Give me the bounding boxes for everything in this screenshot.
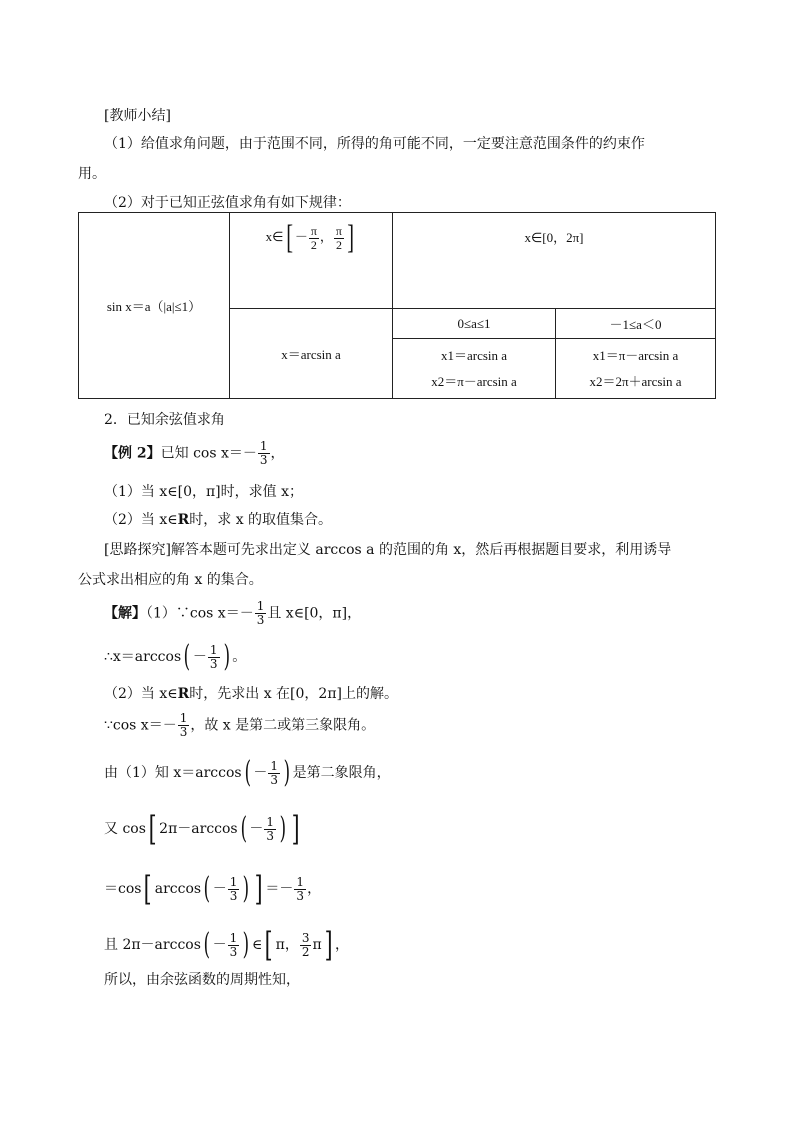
right-paren: ) — [242, 927, 250, 962]
frac-den: 3 — [266, 828, 274, 843]
minus: － — [253, 765, 268, 781]
minus: － — [249, 821, 264, 837]
frac-den: 3 — [270, 772, 278, 787]
frac-num: 1 — [229, 930, 238, 945]
summary-heading: [教师小结] — [104, 108, 171, 124]
left-paren: ( — [203, 927, 210, 962]
case-b-solutions — [556, 339, 716, 399]
frac-den: 3 — [229, 944, 238, 959]
example-tag: 【例 2】 — [104, 445, 161, 462]
right-paren: ) — [279, 811, 287, 846]
think-line1: [思路探究]解答本题可先求出定义 arccos a 的范围的角 x，然后再根据题目要求，利用诱导 — [104, 542, 672, 558]
case-a-cell — [393, 309, 556, 339]
frac-num: 1 — [296, 874, 305, 889]
sol2e-tail: ， — [307, 881, 322, 897]
q2-pre: （2）当 x∈ — [104, 512, 178, 528]
question-1: （1）当 x∈[0，π]时，求值 x； — [104, 484, 303, 500]
example-tail: ， — [270, 445, 285, 462]
frac-num: π — [310, 223, 317, 238]
case-b-x1: x1＝π－arcsin a — [592, 347, 679, 363]
frac-num: 1 — [256, 599, 265, 613]
frac-num: 1 — [209, 642, 218, 657]
pi: π， — [275, 937, 299, 953]
pi: π — [312, 937, 322, 953]
case-a-solutions — [393, 339, 556, 399]
q2-post: 时，求 x 的取值集合。 — [189, 512, 333, 528]
interval2: x∈[0，2π] — [524, 230, 584, 245]
summary-p1-line2: 用。 — [78, 166, 106, 182]
frac-den: 2 — [335, 237, 342, 252]
example-line — [104, 440, 285, 467]
summary-p1-line1: （1）给值求角问题，由于范围不同，所得的角可能不同，一定要注意范围条件的约束作 — [104, 136, 645, 152]
frac-den: 3 — [256, 613, 265, 627]
frac-num: 1 — [270, 758, 278, 773]
frac-den: 3 — [209, 656, 218, 671]
solution1: x＝arcsin a — [281, 347, 341, 362]
right-bracket: ] — [254, 869, 263, 909]
sol2d-mid: 2π－arccos — [159, 821, 238, 837]
left-paren: ( — [183, 639, 191, 674]
sol2d-pre: 又 cos — [104, 821, 146, 837]
solution-2c — [104, 755, 391, 790]
frac-num: π — [335, 223, 342, 238]
case-a: 0≤a≤1 — [457, 315, 491, 331]
frac-den: 3 — [259, 453, 268, 467]
frac-den: 2 — [301, 944, 310, 959]
summary-p2: （2）对于已知正弦值求角有如下规律： — [104, 195, 351, 211]
row-label: sin x＝a（|a|≤1） — [106, 299, 202, 314]
right-paren: ) — [223, 639, 230, 674]
sol2e-pre: ＝cos — [104, 881, 142, 897]
left-paren: ( — [244, 755, 251, 790]
sol2f-pre: 且 2π－arccos — [104, 937, 201, 953]
row-label-cell — [79, 213, 230, 399]
section2-title: 2．已知余弦值求角 — [104, 412, 225, 428]
left-bracket: [ — [265, 925, 273, 965]
question-2 — [104, 510, 332, 530]
interval1-cell — [230, 213, 393, 309]
minus: － — [212, 881, 227, 897]
sol1b-pre: ∴x＝arccos — [104, 649, 182, 665]
frac-den: 3 — [229, 888, 238, 903]
frac-den: 3 — [179, 725, 188, 739]
solution1-cell — [230, 309, 393, 399]
frac-num: 1 — [259, 439, 268, 453]
solution-tag: 【解】 — [104, 605, 146, 622]
minus: － — [192, 649, 207, 665]
solution-2d — [104, 809, 302, 849]
left-paren: ( — [240, 811, 247, 846]
left-bracket: [ — [144, 869, 153, 909]
frac-num: 1 — [179, 711, 188, 725]
sol2e-mid: arccos — [154, 881, 202, 897]
solution-2b — [104, 712, 375, 739]
frac-num: 1 — [229, 874, 238, 889]
minus: － — [212, 937, 227, 953]
frac-num: 1 — [266, 814, 274, 829]
case-b-x2: x2＝2π＋arcsin a — [589, 373, 682, 389]
sol2c-pre: 由（1）知 x＝arccos — [104, 765, 242, 781]
sol2f-tail: ， — [334, 937, 349, 953]
right-bracket: ] — [347, 219, 355, 256]
interval2-cell — [393, 213, 716, 309]
sol1b-post: 。 — [232, 649, 247, 665]
sol2b-post: ，故 x 是第二或第三象限角。 — [190, 717, 376, 734]
real-set-symbol: R — [177, 686, 190, 702]
example-text: 已知 cos x＝－ — [160, 445, 257, 462]
sol2c-post: 是第二象限角， — [292, 765, 391, 781]
solution-1b — [104, 639, 247, 674]
left-bracket: [ — [285, 219, 293, 256]
sol2-pre: （2）当 x∈ — [104, 686, 178, 702]
real-set-symbol: R — [177, 512, 190, 528]
right-paren: ) — [283, 755, 291, 790]
left-paren: ( — [203, 871, 211, 906]
frac-den: 2 — [310, 237, 317, 252]
sol2b-pre: ∵cos x＝－ — [104, 717, 177, 734]
think-line2: 公式求出相应的角 x 的集合。 — [78, 572, 263, 588]
solution-1 — [104, 600, 361, 627]
right-paren: ) — [243, 871, 250, 906]
case-b: －1≤a＜0 — [609, 317, 662, 332]
solution-2e — [104, 869, 322, 909]
sol1-pre: （1）∵cos x＝－ — [146, 605, 254, 622]
right-bracket: ] — [324, 925, 333, 965]
solution-2 — [104, 684, 398, 704]
frac-den: 3 — [296, 888, 305, 903]
frac-num: 3 — [301, 930, 310, 945]
conclusion: 所以，由余弦函数的周期性知， — [104, 972, 300, 988]
interval1-comma: ， — [319, 228, 333, 244]
arcsin-rule-table — [78, 212, 716, 399]
interval1-minus: － — [294, 228, 308, 244]
right-bracket: ] — [291, 809, 300, 849]
solution-2f — [104, 925, 349, 965]
case-a-x2: x2＝π－arcsin a — [431, 373, 517, 389]
element-of: ∈ — [251, 937, 263, 953]
sol2-post: 时，先求出 x 在[0，2π]上的解。 — [189, 686, 399, 702]
sol2e-post: ＝－ — [265, 881, 294, 897]
left-bracket: [ — [148, 809, 157, 849]
sol1-post: 且 x∈[0，π]， — [267, 605, 362, 622]
case-a-x1: x1＝arcsin a — [440, 347, 508, 363]
interval1-prefix: x∈ — [265, 228, 284, 244]
case-b-cell — [556, 309, 716, 339]
